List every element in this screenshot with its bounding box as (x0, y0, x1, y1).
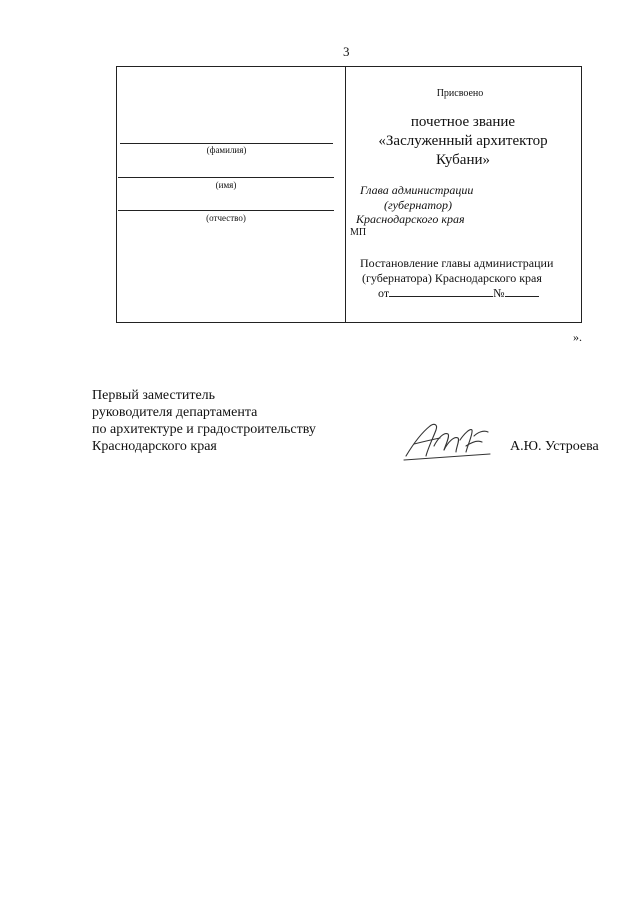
honorary-title-line3: Кубани» (435, 152, 491, 168)
patronymic-line (118, 210, 334, 211)
date-blank (389, 286, 493, 297)
position-line3: по архитектуре и градостроительству (92, 422, 316, 437)
assigned-label: Присвоено (436, 88, 484, 99)
position-line2: руководителя департамента (92, 405, 258, 420)
signer-name: А.Ю. Устроева (510, 439, 599, 454)
name-line (118, 177, 334, 178)
patronymic-caption: (отчество) (206, 213, 246, 223)
closing-quote: ». (573, 330, 582, 344)
decree-date-number (378, 286, 539, 301)
surname-caption: (фамилия) (206, 145, 247, 155)
date-prefix: от (378, 286, 390, 300)
head-line1: Глава администрации (360, 183, 474, 197)
page-number: 3 (343, 44, 350, 59)
number-sign: № (493, 286, 505, 300)
head-line3: Краснодарского края (356, 212, 465, 226)
position-line4: Краснодарского края (92, 439, 217, 454)
position-line1: Первый заместитель (92, 388, 216, 403)
decree-line1: Постановление главы администрации (360, 256, 554, 270)
head-line2: (губернатор) (384, 198, 452, 212)
handwritten-signature (400, 416, 496, 466)
name-caption: (имя) (215, 180, 237, 190)
number-blank (505, 286, 539, 297)
honorary-title-line1: почетное звание (410, 114, 516, 130)
surname-line (120, 143, 333, 144)
stamp-label: МП (350, 227, 367, 238)
card-divider (345, 66, 346, 323)
decree-line2: (губернатора) Краснодарского края (362, 271, 542, 285)
honorary-title-line2: «Заслуженный архитектор (378, 133, 548, 149)
